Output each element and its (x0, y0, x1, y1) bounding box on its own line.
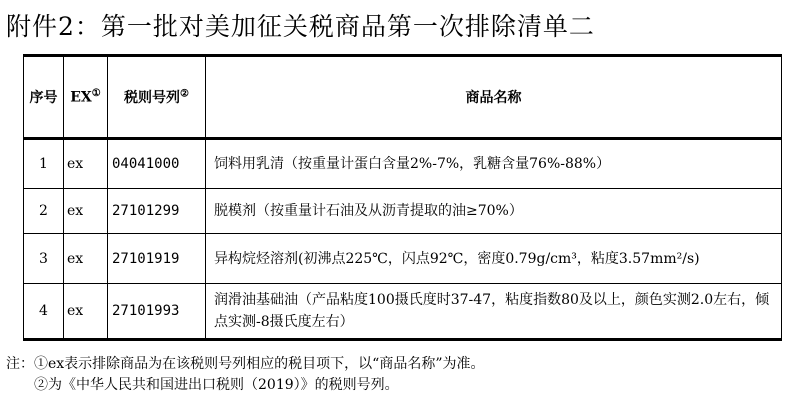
cell-seq: 2 (24, 189, 64, 234)
table-row (24, 234, 782, 284)
cell-product-name: 润滑油基础油（产品粘度100摄氏度时37-47，粘度指数80及以上，颜色实测2.0左右，倾点实测-8摄氏度左右） (206, 284, 782, 340)
footnotes (6, 354, 485, 396)
exclusion-table-container (23, 54, 781, 341)
table-header-row (24, 56, 782, 139)
cell-tariff-code: 27101919 (108, 234, 206, 284)
cell-ex: ex (64, 284, 108, 340)
cell-product-name: 脱模剂（按重量计石油及从沥青提取的油≥70%） (206, 189, 782, 234)
cell-ex: ex (64, 189, 108, 234)
cell-product-name: 饲料用乳清（按重量计蛋白含量2%-7%，乳糖含量76%-88%） (206, 139, 782, 189)
header-product-name: 商品名称 (206, 56, 782, 139)
cell-ex: ex (64, 139, 108, 189)
header-ex: EX① (64, 56, 108, 139)
document-title: 附件2：第一批对美加征关税商品第一次排除清单二 (6, 12, 595, 41)
table-row (24, 139, 782, 189)
cell-tariff-code: 04041000 (108, 139, 206, 189)
table-row (24, 189, 782, 234)
table-row (24, 284, 782, 340)
cell-seq: 1 (24, 139, 64, 189)
cell-tariff-code: 27101299 (108, 189, 206, 234)
cell-tariff-code: 27101993 (108, 284, 206, 340)
footnote-2: ②为《中华人民共和国进出口税则（2019）》的税则号列。 (34, 377, 399, 393)
cell-seq: 3 (24, 234, 64, 284)
header-seq: 序号 (24, 56, 64, 139)
cell-product-name: 异构烷烃溶剂(初沸点225℃，闪点92℃，密度0.79g/cm³，粘度3.57mm²/s) (206, 234, 782, 284)
cell-seq: 4 (24, 284, 64, 340)
header-ex-footnote: ① (91, 88, 101, 100)
header-tariff-code: 税则号列② (108, 56, 206, 139)
cell-ex: ex (64, 234, 108, 284)
exclusion-table (23, 54, 782, 341)
header-code-footnote: ② (180, 88, 189, 100)
footnote-1: 注：①ex表示排除商品为在该税则号列相应的税目项下，以“商品名称”为准。 (6, 356, 485, 372)
